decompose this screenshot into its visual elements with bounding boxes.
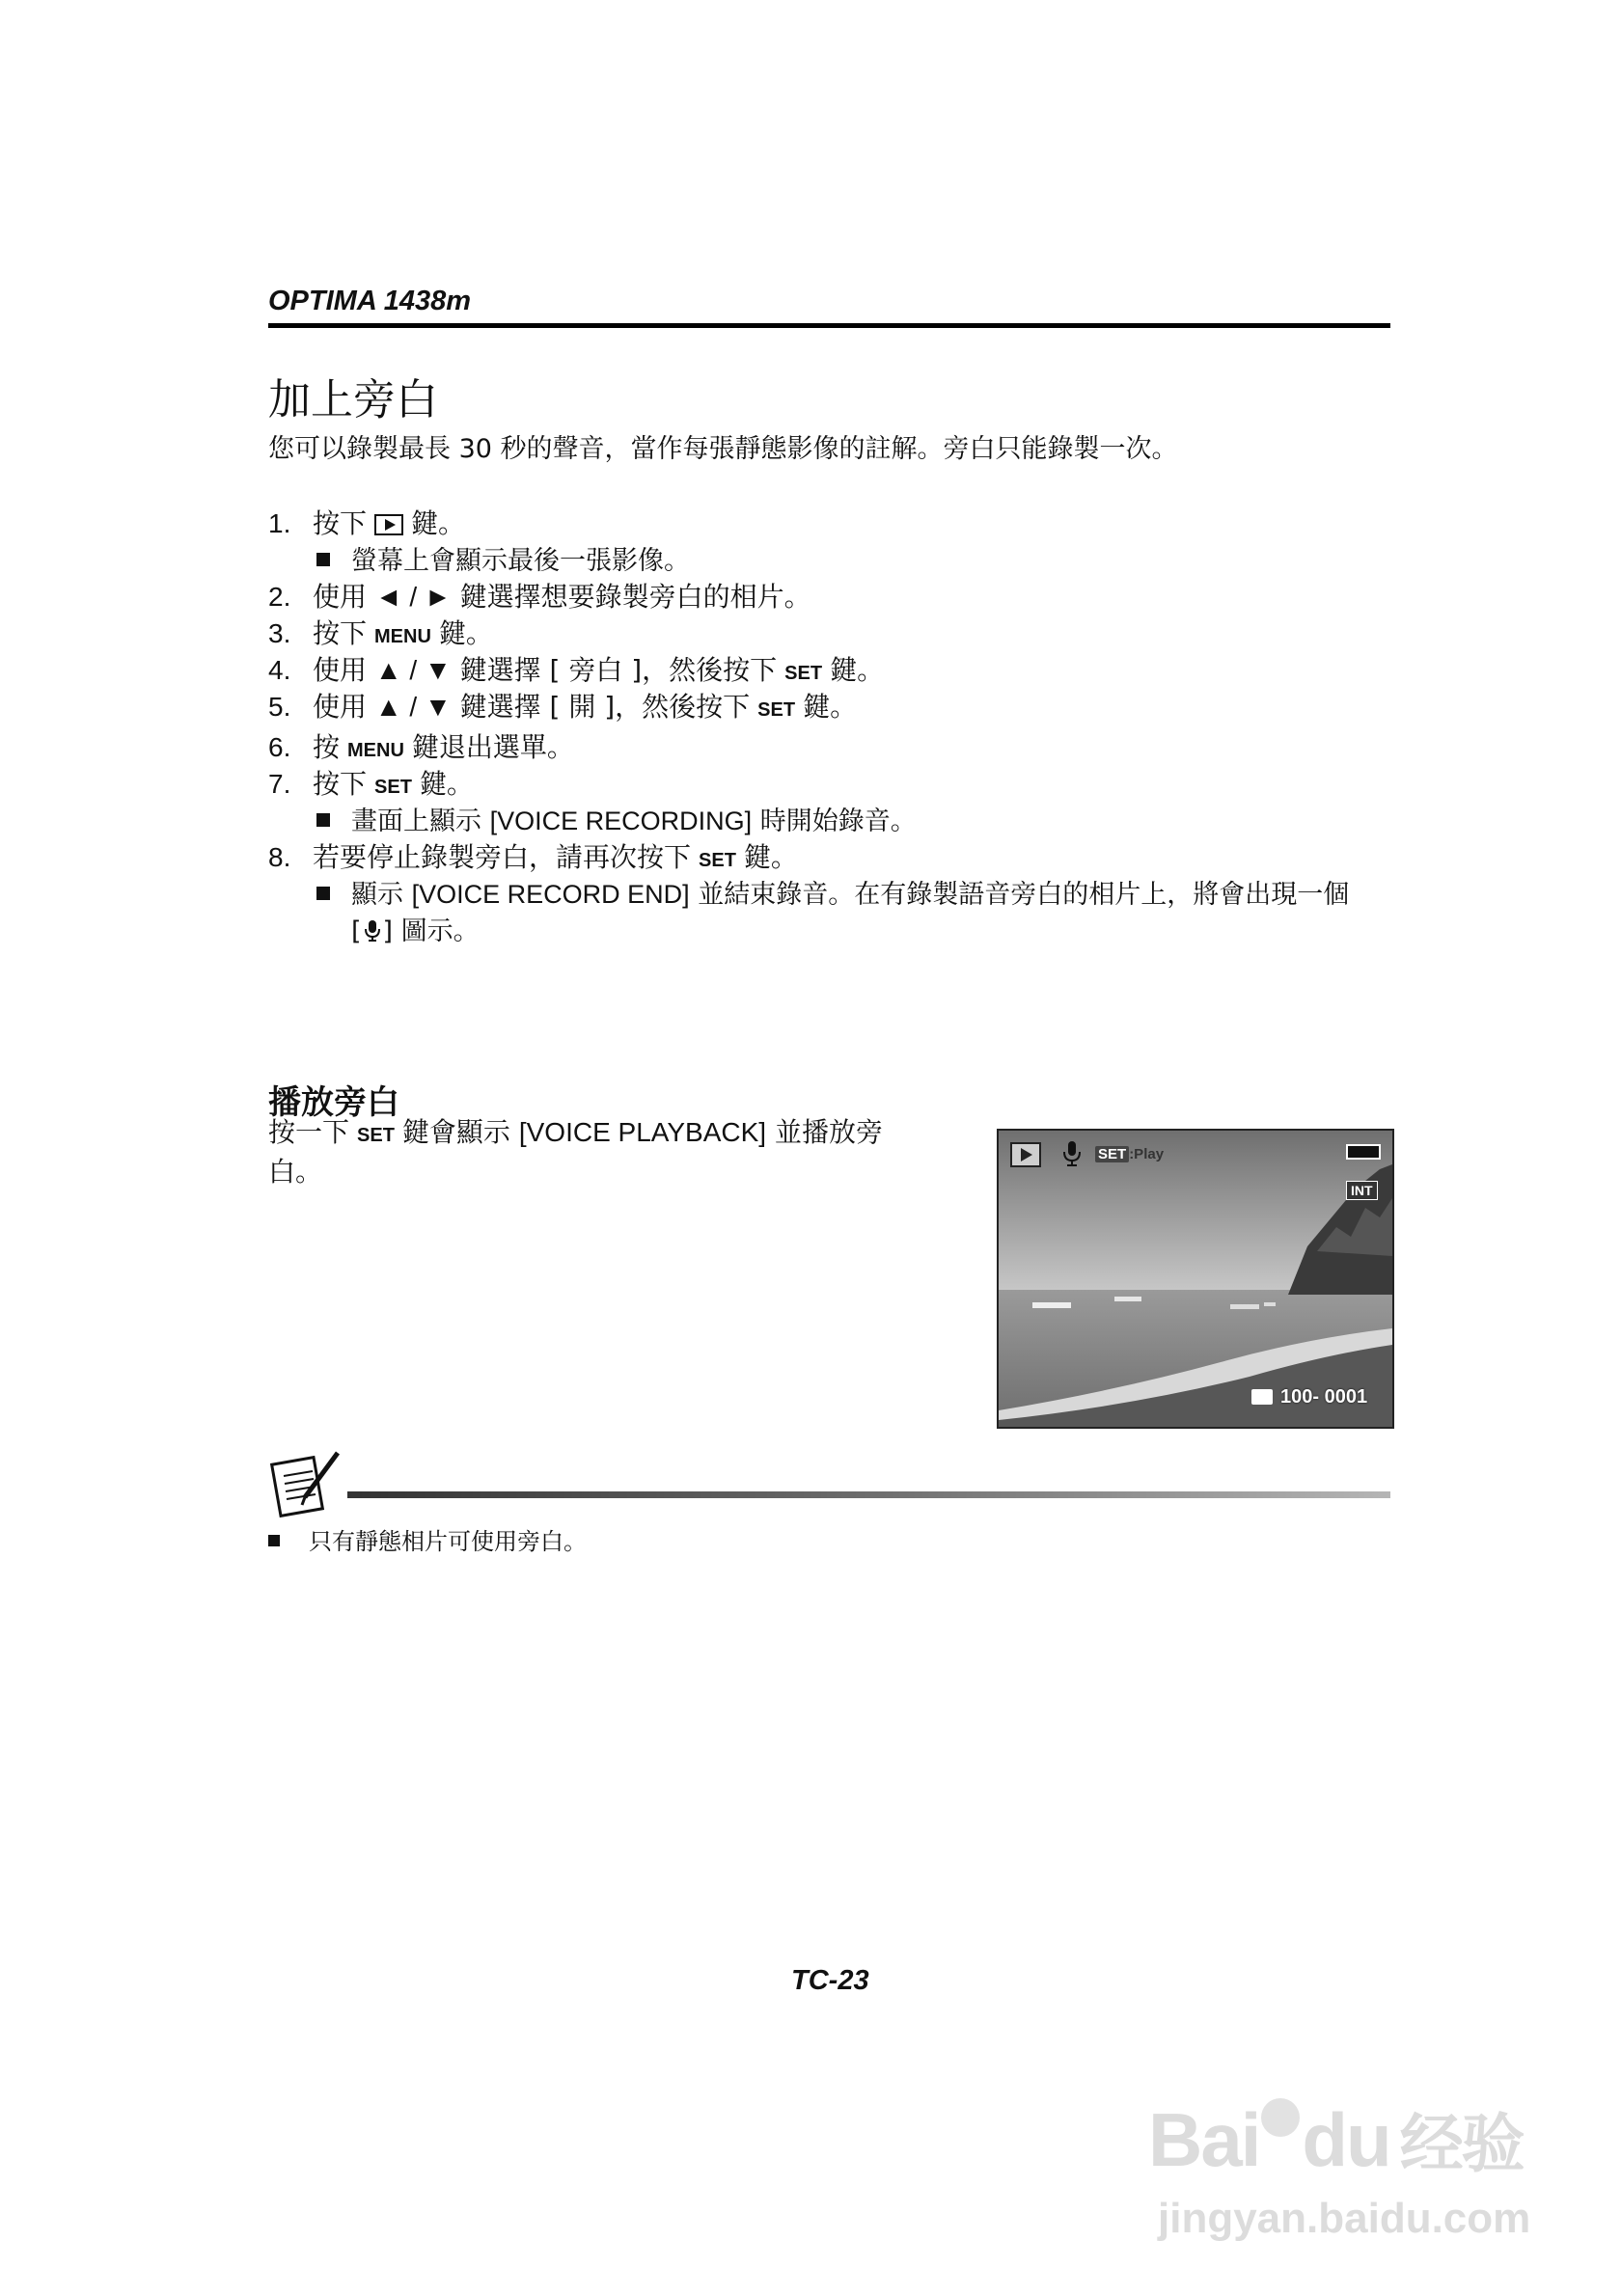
note-text: 並結束錄音。在有錄製語音旁白的相片上，將會出現一個 <box>698 880 1350 910</box>
beach-photo <box>999 1131 1392 1427</box>
voice-recording-label: [VOICE RECORDING] <box>489 806 753 835</box>
watermark-brand-2: du <box>1302 2097 1390 2182</box>
section-title-play-voice: 播放旁白 <box>268 1083 399 1122</box>
set-key-label: SET <box>699 850 736 871</box>
step-text: 按 <box>313 731 341 763</box>
step-text: 鍵選擇 [ 旁白 ]，然後按下 <box>459 654 778 686</box>
file-number: 100- 0001 <box>1280 1386 1368 1408</box>
folder-icon <box>1251 1389 1273 1405</box>
boat <box>1032 1302 1071 1308</box>
up-down-arrow-icon: ▲ / ▼ <box>374 655 452 685</box>
internal-memory-icon: INT <box>1346 1181 1378 1200</box>
play-voice-paragraph <box>268 1114 973 1190</box>
header-rule <box>268 323 1390 328</box>
battery-icon <box>1346 1144 1381 1160</box>
bullet-square-icon <box>316 813 330 827</box>
step-6 <box>268 726 574 765</box>
watermark-cn: 经验 <box>1399 2107 1524 2181</box>
note-rule <box>347 1491 1390 1498</box>
bullet-square-icon <box>268 1535 280 1546</box>
step-4 <box>268 649 884 688</box>
watermark-logo <box>1148 2098 1530 2243</box>
menu-key-label: MENU <box>347 740 404 761</box>
para-text: 並播放旁 <box>775 1116 884 1148</box>
section-intro: 您可以錄製最長 30 秒的聲音，當作每張靜態影像的註解。旁白只能錄製一次。 <box>268 434 1178 464</box>
para-text: 白。 <box>268 1156 323 1188</box>
step-text: 使用 <box>313 654 368 686</box>
set-key-label: SET <box>1095 1146 1129 1162</box>
step-text: 鍵選擇 [ 開 ]，然後按下 <box>459 691 751 723</box>
step-1-note <box>316 539 690 577</box>
boat <box>1230 1304 1259 1309</box>
manual-model-name: OPTIMA 1438m <box>268 286 472 316</box>
playback-mode-icon <box>1010 1142 1041 1167</box>
playback-icon <box>374 514 403 535</box>
voice-record-end-label: [VOICE RECORD END] <box>411 880 690 909</box>
bullet-square-icon <box>316 553 330 566</box>
step-text: 鍵。 <box>419 768 474 800</box>
step-number: 2. <box>268 582 291 612</box>
step-1 <box>268 503 465 541</box>
up-down-arrow-icon: ▲ / ▼ <box>374 692 452 722</box>
step-text: 按下 <box>313 507 368 539</box>
step-number: 3. <box>268 618 291 648</box>
set-key-label: SET <box>784 663 823 684</box>
note-text: 畫面上顯示 <box>351 806 481 836</box>
play-hint-text: :Play <box>1129 1146 1165 1162</box>
step-3 <box>268 613 493 651</box>
set-key-label: SET <box>357 1125 395 1146</box>
watermark-brand: Bai <box>1148 2097 1260 2182</box>
step-number: 6. <box>268 732 291 762</box>
step-5 <box>268 686 857 724</box>
step-text: 鍵。 <box>411 507 466 539</box>
step-text: 使用 <box>313 691 368 723</box>
step-text: 鍵。 <box>803 691 858 723</box>
step-text: 鍵退出選單。 <box>411 731 574 763</box>
step-text: 使用 <box>313 581 368 613</box>
step-number: 5. <box>268 692 291 722</box>
boat <box>1264 1302 1276 1306</box>
step-number: 1. <box>268 508 291 538</box>
step-text: 按下 <box>313 768 368 800</box>
step-text: 鍵。 <box>438 617 493 649</box>
set-play-hint <box>1095 1146 1164 1162</box>
step-text: 鍵。 <box>830 654 885 686</box>
step-text: 若要停止錄製旁白，請再次按下 <box>313 841 692 873</box>
note-text: 顯示 <box>351 880 403 910</box>
set-key-label: SET <box>374 777 412 798</box>
section-title-add-voice: 加上旁白 <box>268 375 438 424</box>
voice-playback-label: [VOICE PLAYBACK] <box>518 1117 767 1147</box>
microphone-icon <box>364 919 381 943</box>
step-8 <box>268 836 798 875</box>
note-text: 只有靜態相片可使用旁白。 <box>309 1528 587 1555</box>
step-2 <box>268 576 811 615</box>
step-number: 7. <box>268 769 291 799</box>
left-right-arrow-icon: ◄ / ► <box>374 582 452 612</box>
step-text: 鍵。 <box>743 841 798 873</box>
para-text: 按一下 <box>268 1116 350 1148</box>
step-8-note-line2 <box>351 910 480 947</box>
note <box>268 1522 587 1556</box>
note-pad-icon <box>270 1447 347 1519</box>
note-text: 時開始錄音。 <box>759 806 917 836</box>
set-key-label: SET <box>757 699 796 721</box>
step-number: 4. <box>268 655 291 685</box>
step-7-note <box>316 800 917 837</box>
paw-icon <box>1261 2098 1300 2137</box>
note-text: 螢幕上會顯示最後一張影像。 <box>351 546 690 576</box>
menu-key-label: MENU <box>374 626 431 647</box>
page-number: TC-23 <box>791 1965 869 1996</box>
step-text: 按下 <box>313 617 368 649</box>
camera-playback-screen <box>997 1129 1394 1429</box>
step-number: 8. <box>268 842 291 872</box>
step-text: 鍵選擇想要錄製旁白的相片。 <box>459 581 811 613</box>
step-7 <box>268 763 474 802</box>
note-text: [ <box>351 916 362 946</box>
boat <box>1114 1297 1141 1301</box>
watermark-url: jingyan.baidu.com <box>1158 2195 1531 2242</box>
para-text: 鍵會顯示 <box>401 1116 510 1148</box>
bullet-square-icon <box>316 887 330 900</box>
microphone-icon <box>1062 1140 1082 1167</box>
step-8-note <box>316 873 1349 911</box>
note-text: ] 圖示。 <box>382 916 480 946</box>
